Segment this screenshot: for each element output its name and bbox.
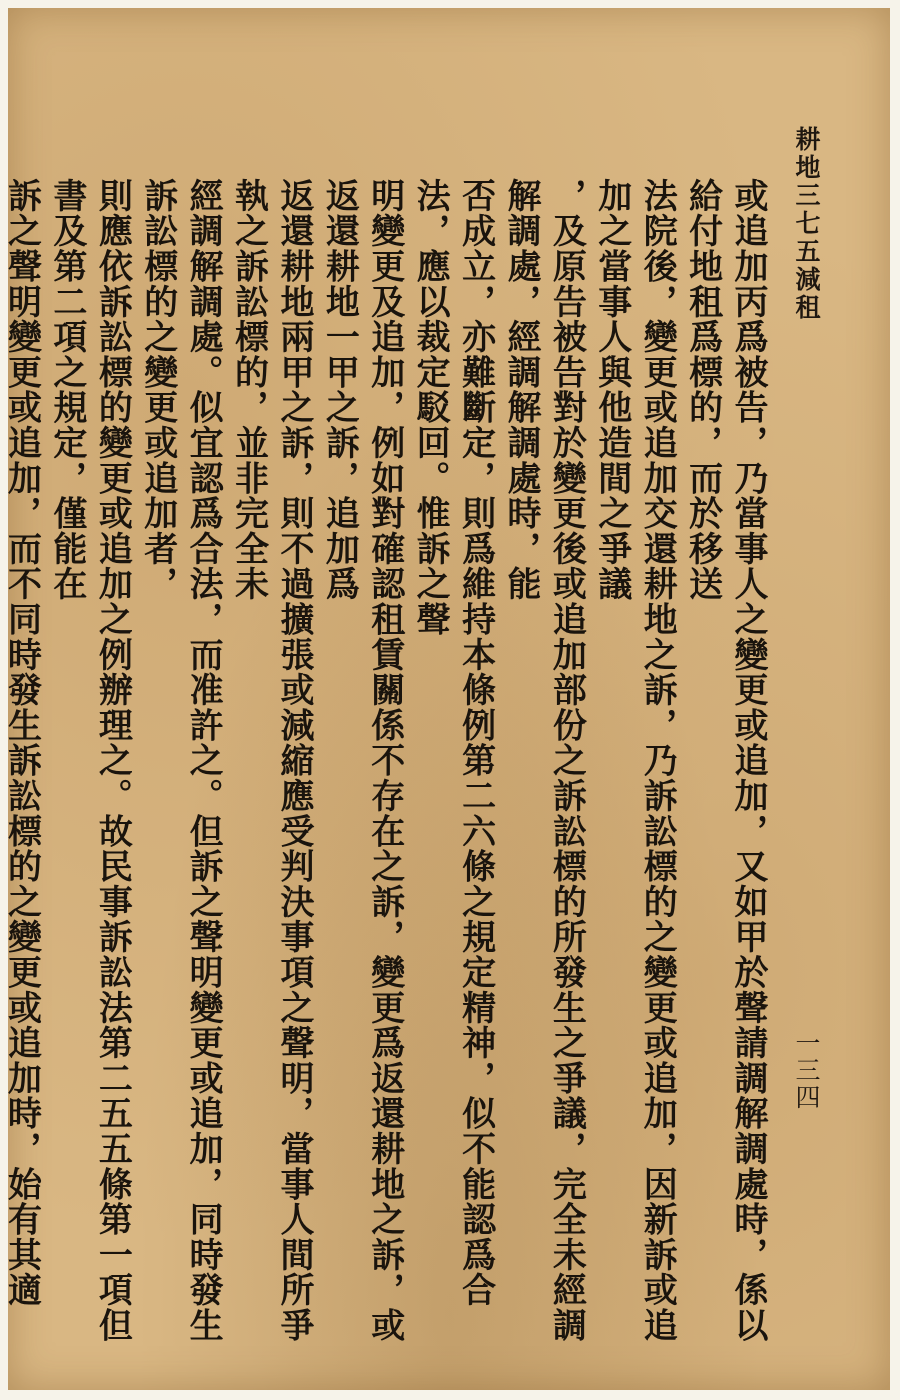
text-column: 明變更及追加，例如對確認租賃關係不存在之訴，變更爲返還耕地之訴，或返還耕地一甲之訴，追加爲 [319, 178, 405, 1343]
text-column: 則應依訴訟標的變更或追加之例辦理之。故民事訴訟法第二五五條第一項但書及第二項之規定，僅能在 [46, 178, 133, 1343]
document-page [1, 8, 890, 1390]
text-column: 或追加丙爲被告，乃當事人之變更或追加，又如甲於聲請調解調處時，係以給付地租爲標的，而於移送 [682, 178, 768, 1343]
text-column: 法院後，變更或追加交還耕地之訴，乃訴訟標的之變更或追加，因新訴或追加之當事人與他造間之爭議 [591, 178, 678, 1343]
text-column: 否成立，亦難斷定，則爲維持本條例第二六條之規定精神，似不能認爲合法，應以裁定駁回。惟訴之聲 [410, 178, 496, 1308]
text-column: 經調解調處。似宜認爲合法，而准許之。但訴之聲明變更或追加，同時發生訴訟標的之變更或追加者， [137, 178, 224, 1343]
text-column: 訴之聲明變更或追加，而不同時發生訴訟標的之變更或追加時，始有其適 [1, 178, 42, 1308]
running-header-title: 耕地三七五減租 [792, 126, 821, 322]
page-number: 一三四 [792, 1030, 821, 1111]
text-column: ，及原告被告對於變更後或追加部份之訴訟標的所發生之爭議，完全未經調解調處，經調解調處時，能 [500, 178, 587, 1343]
body-text [1, 178, 770, 1343]
text-column: 返還耕地兩甲之訴，則不過擴張或減縮應受判決事項之聲明，當事人間所爭執之訴訟標的，並非完全未 [228, 178, 314, 1343]
